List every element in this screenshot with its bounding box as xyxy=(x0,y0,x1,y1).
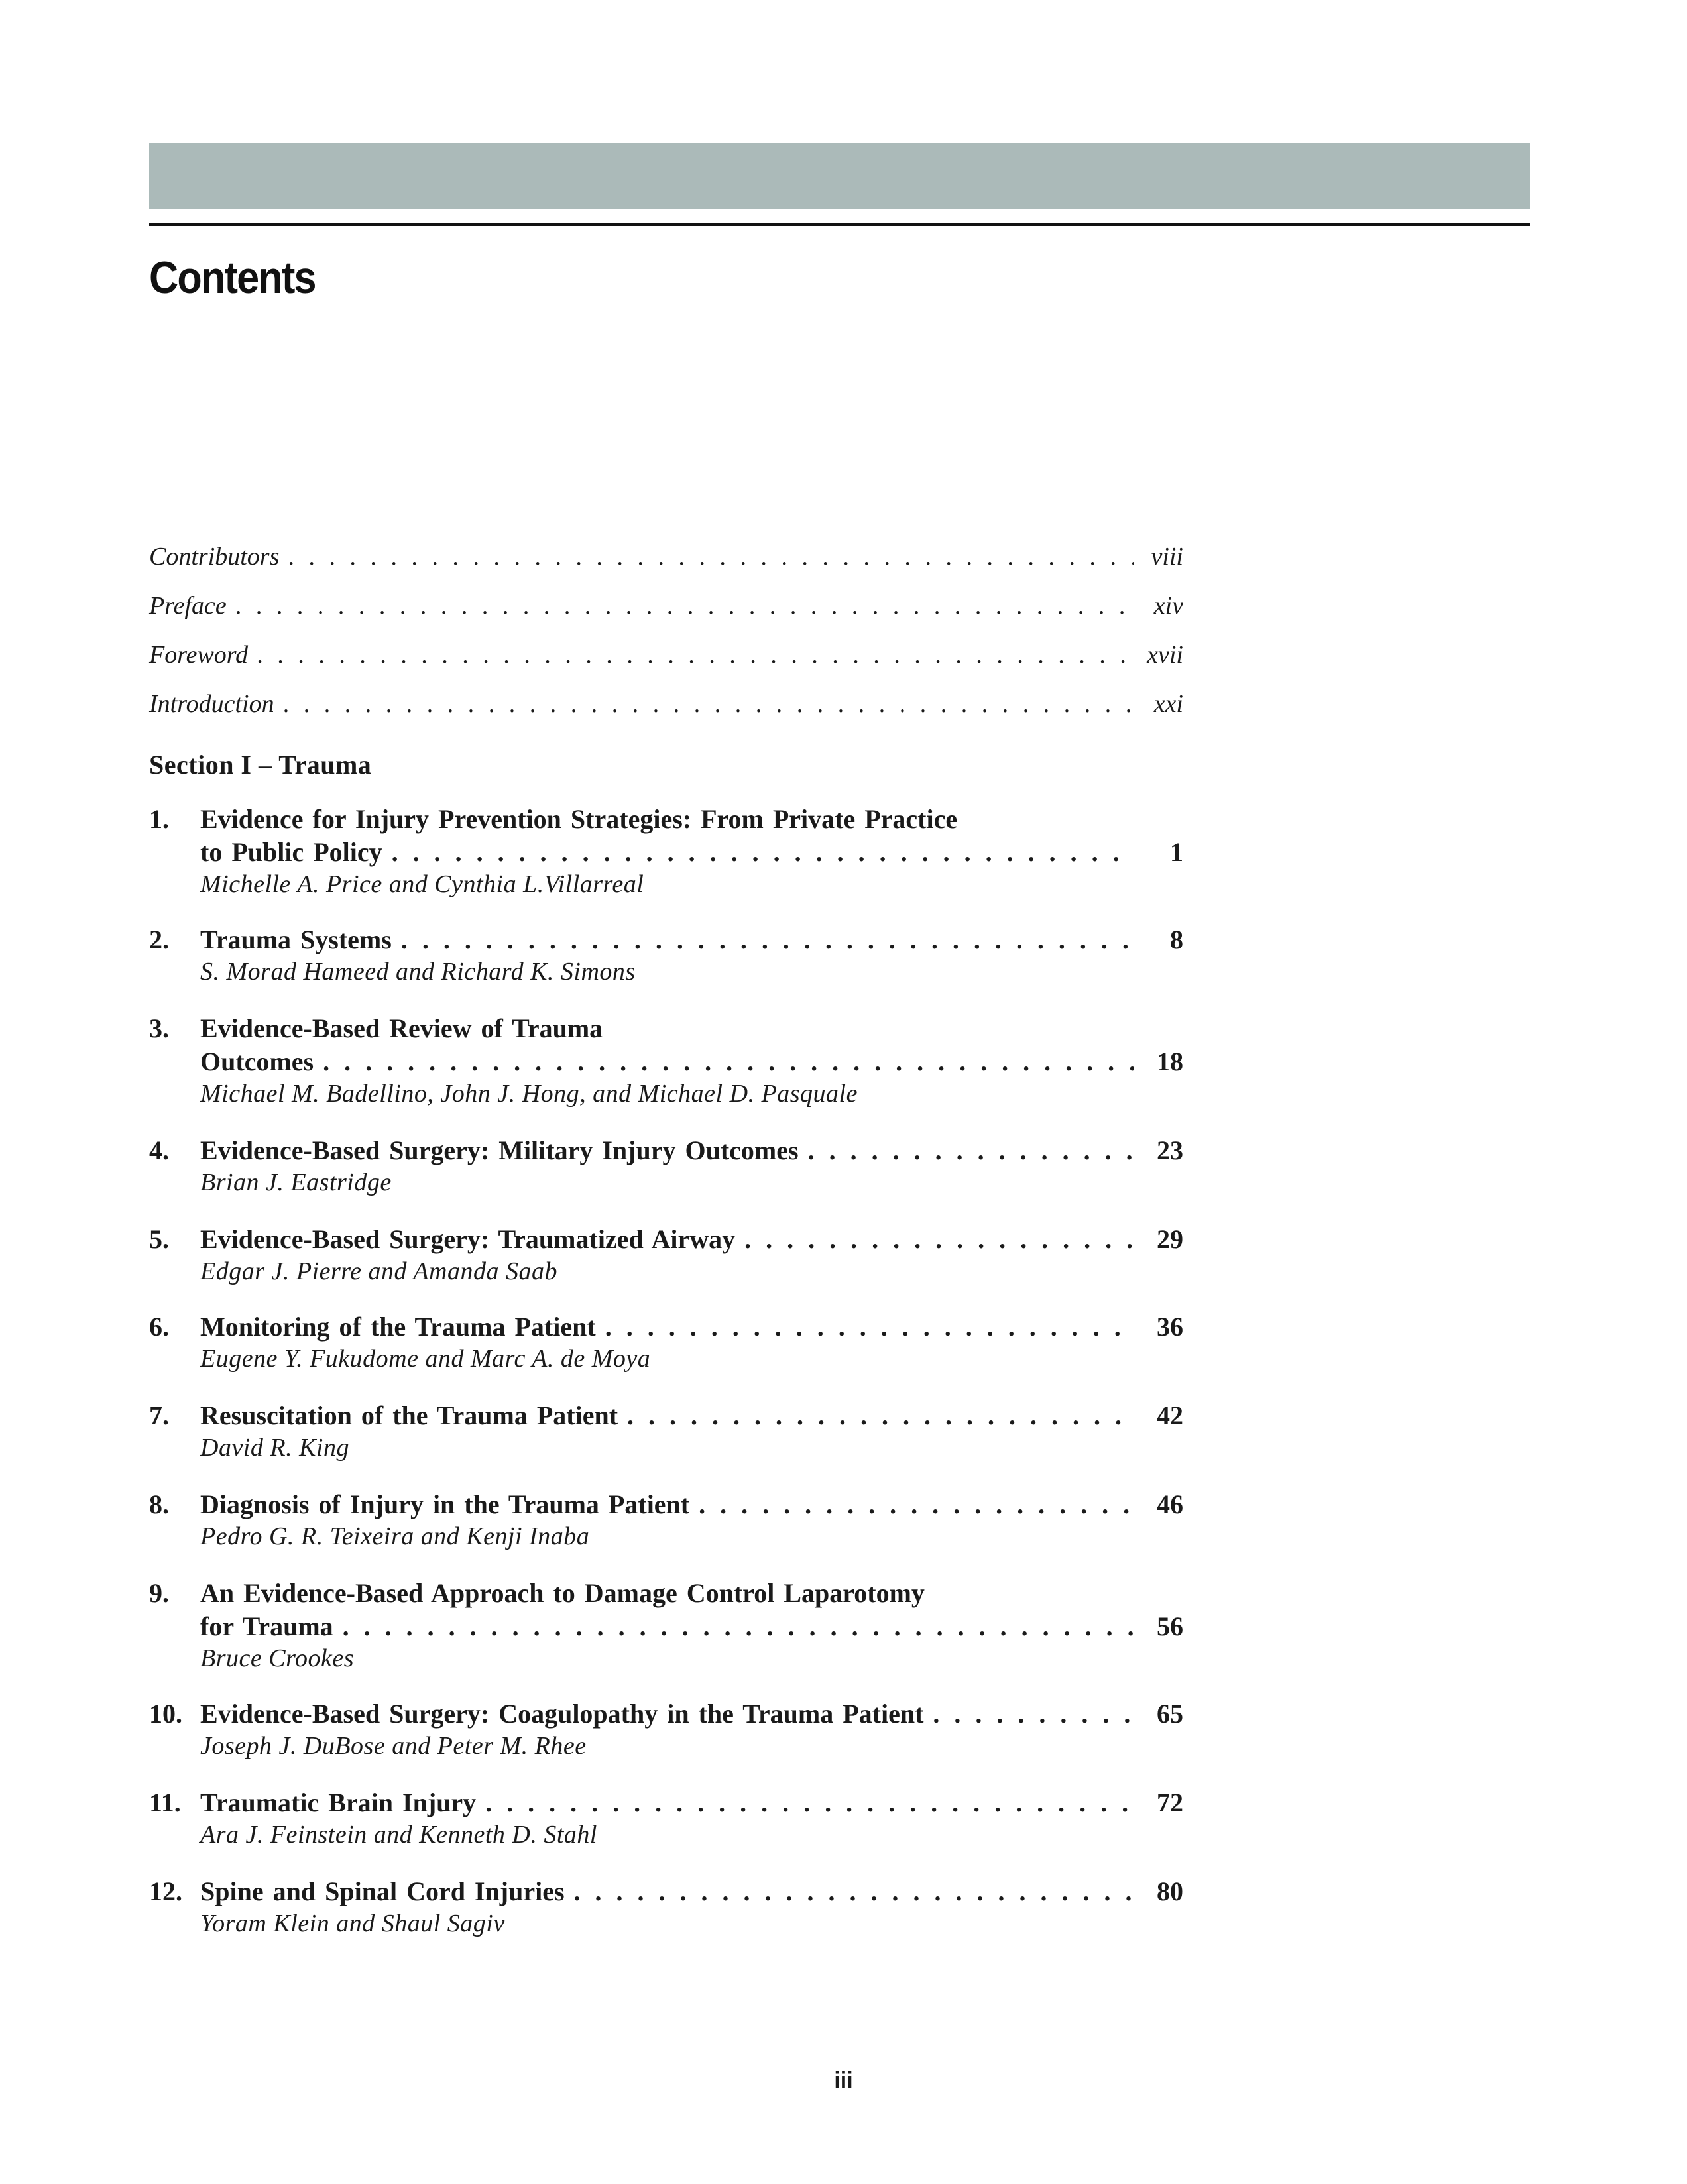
dot-leader xyxy=(288,542,1134,571)
chapter-page: 80 xyxy=(1157,1876,1183,1906)
chapter-page: 46 xyxy=(1157,1489,1183,1519)
chapter-title: Traumatic Brain Injury xyxy=(200,1788,477,1817)
chapter-authors: Eugene Y. Fukudome and Marc A. de Moya xyxy=(200,1345,651,1373)
chapter-title: Diagnosis of Injury in the Trauma Patient xyxy=(200,1489,690,1519)
toc-page: viii xyxy=(1151,543,1183,571)
toc-chapter-3[interactable] xyxy=(149,1013,1183,1112)
toc-page: xvii xyxy=(1147,641,1183,669)
chapter-page: 72 xyxy=(1157,1788,1183,1817)
chapter-authors: Michael M. Badellino, John J. Hong, and Michael D. Pasquale xyxy=(200,1080,858,1108)
chapter-authors: Yoram Klein and Shaul Sagiv xyxy=(200,1910,505,1937)
toc-label: Preface xyxy=(149,592,227,620)
chapter-page: 29 xyxy=(1157,1224,1183,1254)
chapter-authors: Brian J. Eastridge xyxy=(200,1169,392,1196)
chapter-page: 65 xyxy=(1157,1699,1183,1729)
page-number: iii xyxy=(834,2068,853,2093)
chapter-title-line1: Evidence-Based Review of Trauma xyxy=(200,1013,603,1043)
dot-leader xyxy=(933,1698,1134,1729)
chapter-title-line1: Evidence for Injury Prevention Strategies: From Private Practice xyxy=(200,804,958,834)
section-heading: Section I – Trauma xyxy=(149,750,372,779)
chapter-page: 36 xyxy=(1157,1312,1183,1342)
chapter-title-line2: for Trauma xyxy=(200,1611,333,1641)
chapter-authors: Michelle A. Price and Cynthia L.Villarreal xyxy=(200,870,644,898)
chapter-page: 1 xyxy=(1170,837,1183,867)
chapter-page: 18 xyxy=(1157,1047,1183,1076)
dot-leader xyxy=(744,1224,1134,1255)
chapter-title: Monitoring of the Trauma Patient xyxy=(200,1312,596,1342)
dot-leader xyxy=(699,1489,1134,1520)
toc-chapter-10[interactable] xyxy=(149,1698,1183,1764)
header-band xyxy=(149,143,1530,209)
chapter-authors: S. Morad Hameed and Richard K. Simons xyxy=(200,958,636,986)
chapter-title: Trauma Systems xyxy=(200,925,392,954)
chapter-number: 5. xyxy=(149,1224,169,1254)
toc-chapter-1[interactable] xyxy=(149,803,1183,903)
toc-chapter-9[interactable] xyxy=(149,1578,1183,1677)
toc-chapter-5[interactable] xyxy=(149,1224,1183,1290)
chapter-number: 10. xyxy=(149,1699,182,1729)
chapter-authors: Edgar J. Pierre and Amanda Saab xyxy=(200,1257,558,1285)
chapter-number: 1. xyxy=(149,804,169,834)
dot-leader xyxy=(485,1787,1134,1818)
toc-chapter-2[interactable] xyxy=(149,924,1183,990)
toc-entry-preface[interactable] xyxy=(149,591,1183,631)
chapter-number: 8. xyxy=(149,1489,169,1519)
chapter-number: 6. xyxy=(149,1312,169,1342)
toc-label: Introduction xyxy=(149,690,274,718)
toc-chapter-8[interactable] xyxy=(149,1489,1183,1555)
toc-entry-foreword[interactable] xyxy=(149,640,1183,680)
chapter-page: 56 xyxy=(1157,1611,1183,1641)
dot-leader xyxy=(392,836,1134,868)
chapter-title: Evidence-Based Surgery: Military Injury Outcomes xyxy=(200,1135,799,1165)
toc-chapter-6[interactable] xyxy=(149,1311,1183,1377)
toc-chapter-12[interactable] xyxy=(149,1876,1183,1942)
chapter-title: Spine and Spinal Cord Injuries xyxy=(200,1876,565,1906)
chapter-title: Evidence-Based Surgery: Coagulopathy in the Trauma Patient xyxy=(200,1699,924,1729)
header-rule xyxy=(149,223,1530,226)
toc-entry-contributors[interactable] xyxy=(149,542,1183,582)
chapter-number: 4. xyxy=(149,1135,169,1165)
toc-entry-introduction[interactable] xyxy=(149,689,1183,729)
dot-leader xyxy=(401,924,1134,955)
chapter-title: Evidence-Based Surgery: Traumatized Airway xyxy=(200,1224,736,1254)
chapter-title-line1: An Evidence-Based Approach to Damage Control Laparotomy xyxy=(200,1578,925,1608)
dot-leader xyxy=(236,591,1134,620)
chapter-authors: Ara J. Feinstein and Kenneth D. Stahl xyxy=(200,1821,597,1849)
chapter-title: Resuscitation of the Trauma Patient xyxy=(200,1401,618,1430)
page-title: Contents xyxy=(149,253,316,303)
chapter-title-line2: Outcomes xyxy=(200,1047,314,1076)
chapter-authors: Joseph J. DuBose and Peter M. Rhee xyxy=(200,1732,587,1760)
chapter-authors: Pedro G. R. Teixeira and Kenji Inaba xyxy=(200,1523,590,1550)
dot-leader xyxy=(323,1046,1134,1077)
dot-leader xyxy=(605,1311,1134,1342)
toc-chapter-11[interactable] xyxy=(149,1787,1183,1853)
dot-leader xyxy=(284,689,1134,718)
dot-leader xyxy=(808,1135,1134,1166)
dot-leader xyxy=(574,1876,1134,1907)
chapter-number: 9. xyxy=(149,1578,169,1608)
toc-chapter-7[interactable] xyxy=(149,1400,1183,1466)
chapter-title-line2: to Public Policy xyxy=(200,837,382,867)
dot-leader xyxy=(627,1400,1134,1431)
chapter-number: 3. xyxy=(149,1013,169,1043)
toc-label: Contributors xyxy=(149,543,280,571)
chapter-authors: David R. King xyxy=(200,1434,349,1462)
chapter-number: 7. xyxy=(149,1401,169,1430)
toc-chapter-4[interactable] xyxy=(149,1135,1183,1201)
chapter-page: 23 xyxy=(1157,1135,1183,1165)
toc-page: xiv xyxy=(1153,592,1183,620)
chapter-number: 12. xyxy=(149,1876,182,1906)
toc-label: Foreword xyxy=(149,641,249,669)
dot-leader xyxy=(343,1611,1134,1642)
chapter-number: 2. xyxy=(149,925,169,954)
chapter-authors: Bruce Crookes xyxy=(200,1644,354,1672)
toc-page: xxi xyxy=(1153,690,1183,718)
chapter-number: 11. xyxy=(149,1788,181,1817)
chapter-page: 42 xyxy=(1157,1401,1183,1430)
dot-leader xyxy=(257,640,1134,669)
chapter-page: 8 xyxy=(1170,925,1183,954)
